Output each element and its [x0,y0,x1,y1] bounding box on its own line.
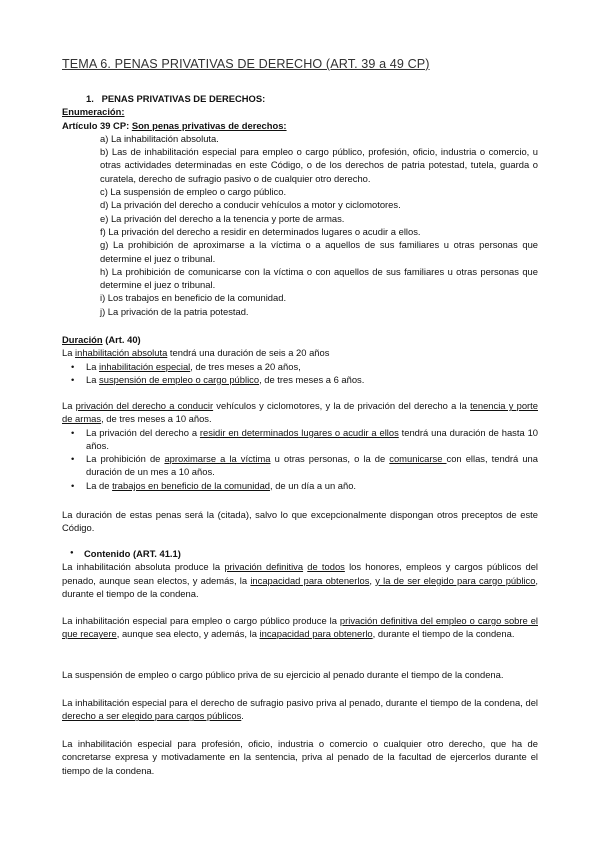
list-item: j) La privación de la patria potestad. [100,305,249,317]
list-item: h) La prohibición de comunicarse con la víctima o con aquellos de sus familiares u otras personas que determine el juez o tribunal. [100,265,538,291]
list-item: d) La privación del derecho a conducir vehículos a motor y ciclomotores. [100,199,401,211]
contenido-paragraph: La inhabilitación especial para profesión, oficio, industria o comercio o cualquier otro derecho, que ha de concretarse expresa y motivadamente en la sentencia, priva al penado de la facultad de ejercerlos durante el tiempo de la condena. [62,738,538,776]
list-item: g) La prohibición de aproximarse a la víctima o a aquellos de sus familiares u otras personas que determine el juez o tribunal. [100,239,538,264]
list-item: a) La inhabilitación absoluta. [100,132,219,144]
contenido-paragraph: La inhabilitación especial para el derecho de sufragio pasivo priva al penado, durante el tiempo de la condena, del derecho a ser elegido para cargos públicos. [62,697,538,722]
contenido-paragraph: La inhabilitación absoluta produce la privación definitiva de todos los honores, empleos y cargos públicos del penado, aunque sean electos, y además, la incapacidad para obtenerlos, y la de ser elegido para cargo público, durante el tiempo de la condena. [62,561,539,599]
bullet-item: • La privación del derecho a residir en determinados lugares o acudir a ellos tendrá una duración de hasta 10 años. [62,426,538,453]
list-item: c) La suspensión de empleo o cargo público. [100,186,287,198]
contenido-paragraph: La inhabilitación especial para empleo o cargo público produce la privación definitiva del empleo o cargo sobre el que recayere, aunque sea electo, y además, la incapacidad para obtenerlo, durante el tiempo de la condena. [62,615,538,640]
list-item: e) La privación del derecho a la tenencia y porte de armas. [100,212,345,224]
section-heading: 1. PENAS PRIVATIVAS DE DERECHOS: [86,93,266,104]
bullet-item: • La de trabajos en beneficio de la comunidad, de un día a un año. [62,479,538,492]
bullet-item: • La inhabilitación especial, de tres meses a 20 años, [62,360,538,373]
duracion-paragraph: La inhabilitación absoluta tendrá una duración de seis a 20 años [62,347,330,359]
bullet-item: • La suspensión de empleo o cargo público, de tres meses a 6 años. [62,373,538,386]
section-penas-privativas [62,92,538,318]
article-39-line: Artículo 39 CP: Son penas privativas de derechos: [62,119,287,131]
article-items-list [62,132,538,318]
duracion-paragraph: La privación del derecho a conducir vehículos y ciclomotores, y la de privación del derecho a la tenencia y porte de armas, de tres meses a 10 años. [62,400,538,425]
section-duracion-2 [62,399,538,492]
document-title: TEMA 6. PENAS PRIVATIVAS DE DERECHO (ART. 39 a 49 CP) [62,57,430,71]
contenido-paragraph: La suspensión de empleo o cargo público priva de su ejercicio al penado durante el tiempo de la condena. [62,669,504,680]
contenido-heading: ● Contenido (ART. 41.1) [70,547,538,560]
enumeracion-label: Enumeración: [62,106,125,118]
article-text: Son penas privativas de derechos: [131,119,287,131]
list-item: f) La privación del derecho a residir en determinados lugares o acudir a ellos. [100,225,421,237]
bullet-item: • La prohibición de aproximarse a la víctima u otras personas, o la de comunicarse con ellas, tendrá una duración de un mes a 10 años. [62,452,538,479]
section-contenido [62,547,538,600]
list-item: i) Los trabajos en beneficio de la comunidad. [100,292,287,304]
duracion-note: La duración de estas penas será la (citada), salvo lo que excepcionalmente dispongan otros preceptos de este Código. [62,509,538,534]
duracion-heading: Duración (Art. 40) [62,334,141,345]
list-item: b) Las de inhabilitación especial para empleo o cargo público, profesión, oficio, industria o comercio, u otras actividades determinadas en este Código, o de los derechos de patria potestad, tutela, guarda o curatela, derecho de sufragio pasivo o de cualquier otro derecho. [100,146,538,184]
section-duracion [62,333,538,386]
article-label: Artículo 39 CP [62,119,127,131]
